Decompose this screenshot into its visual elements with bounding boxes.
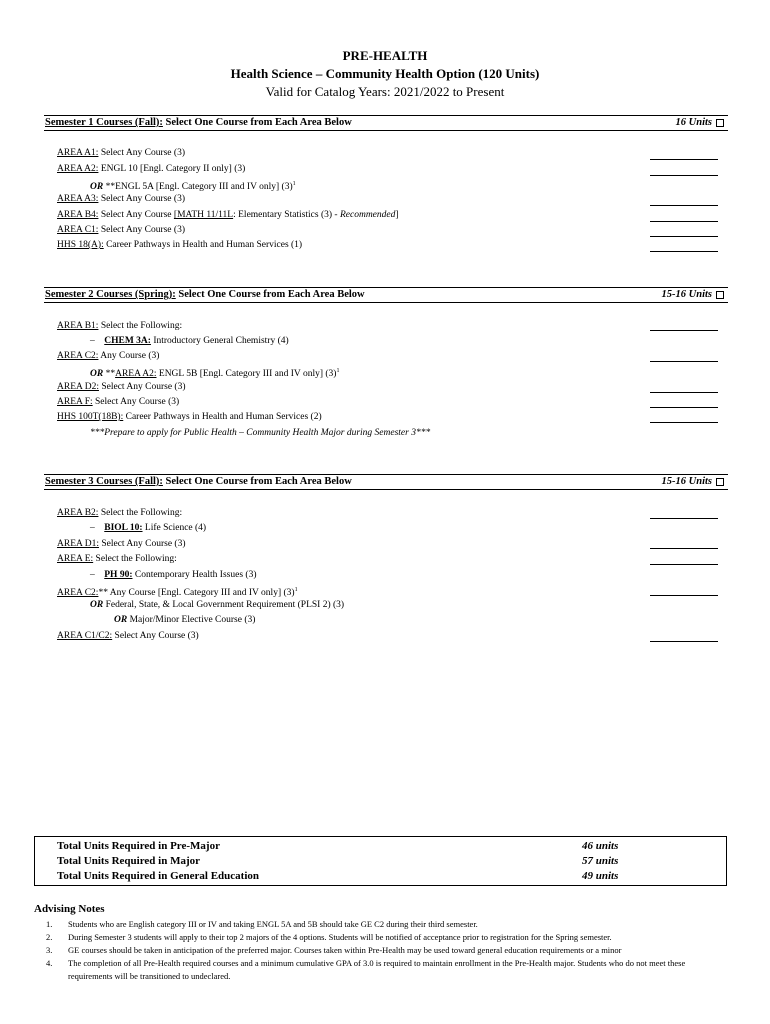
note-number: 1. — [46, 919, 53, 929]
sem2-chem — [90, 335, 289, 348]
or-text: ** — [103, 369, 116, 380]
area-code: AREA C2: — [57, 588, 99, 599]
area-text: Select Any Course (3) — [98, 539, 186, 549]
course-code: BIOL 10: — [104, 523, 143, 533]
sem3-area-e — [57, 553, 177, 566]
area-text: Select Any Course (3) — [92, 397, 180, 407]
blank-line[interactable] — [650, 330, 718, 331]
note-text: The completion of all Pre-Health required courses and a minimum cumulative GPA of 3.0 is required to maintain enrollment in the Pre-Health major. Students who do not meet these requirements will be transitioned to undeclared. — [68, 958, 686, 981]
total-major-label: Total Units Required in Major — [57, 855, 201, 867]
prepare-note: ***Prepare to apply for Public Health – Community Health Major during Semester 3*** — [90, 428, 431, 438]
sem2-area-b1 — [57, 320, 182, 333]
area-text: ** Any Course [Engl. Category III and IV only] (3) — [98, 588, 295, 599]
area-code: AREA D2: — [57, 382, 99, 392]
total-ge-value: 49 units — [582, 870, 619, 882]
area-text: Any Course (3) — [98, 351, 160, 361]
blank-line[interactable] — [650, 518, 718, 519]
blank-line[interactable] — [650, 595, 718, 596]
or-text: ENGL 5B [Engl. Category III and IV only] (3) — [156, 369, 337, 380]
sem3-area-c1c2 — [57, 630, 199, 643]
semester-3-label: Semester 3 Courses (Fall): — [45, 476, 163, 487]
or-text: **ENGL 5A [Engl. Category III and IV only] (3) — [103, 182, 293, 193]
sem3-ph — [90, 569, 256, 582]
area-text: Select Any Course (3) — [98, 225, 185, 235]
advising-heading: Advising Notes — [34, 903, 105, 915]
course-text: Introductory General Chemistry (4) — [150, 336, 289, 346]
blank-line[interactable] — [650, 407, 718, 408]
semester-1-instruction: Select One Course from Each Area Below — [162, 117, 352, 128]
or-label: OR — [90, 369, 104, 380]
blank-line[interactable] — [650, 422, 718, 423]
course-code: CHEM 3A: — [104, 336, 151, 346]
course-code: HHS 18(A): — [57, 240, 104, 250]
area-text: Select Any Course (3) — [98, 148, 185, 158]
sem2-area-c2 — [57, 350, 159, 363]
sem1-hhs — [57, 239, 302, 252]
semester-3-instruction: Select One Course from Each Area Below — [162, 476, 352, 487]
sem3-area-b2 — [57, 507, 182, 520]
checkbox-icon[interactable] — [716, 478, 724, 486]
sem1-area-c1 — [57, 224, 185, 237]
or-label: OR — [90, 600, 104, 610]
area-code: AREA D1: — [57, 539, 99, 549]
total-major-value: 57 units — [582, 855, 619, 867]
course-code: PH 90: — [104, 570, 133, 580]
course-code: HHS 100T(18B): — [57, 412, 124, 422]
program-subtitle: Health Science – Community Health Option (120 Units) — [230, 66, 540, 81]
blank-line[interactable] — [650, 221, 718, 222]
blank-line[interactable] — [650, 564, 718, 565]
area-code: AREA A1: — [57, 148, 99, 158]
dash: – — [90, 570, 95, 580]
sem1-area-b4 — [57, 209, 399, 222]
footnote-ref: 1 — [336, 368, 340, 374]
program-title: PRE-HEALTH — [342, 48, 428, 63]
blank-line[interactable] — [650, 361, 718, 362]
area-code: AREA A2: — [57, 164, 99, 174]
area-text: ENGL 10 [Engl. Category II only] (3) — [98, 164, 246, 174]
total-ge-label: Total Units Required in General Education — [57, 870, 260, 882]
note-number: 3. — [46, 945, 53, 955]
semester-2-instruction: Select One Course from Each Area Below — [175, 289, 365, 300]
area-text: Select the Following: — [93, 554, 177, 564]
dash: – — [90, 523, 95, 533]
total-pre-major-label: Total Units Required in Pre-Major — [57, 840, 220, 852]
sem3-or-elective — [114, 614, 255, 627]
sem2-hhs — [57, 411, 322, 424]
totals-box — [34, 836, 727, 886]
semester-1-units: 16 Units — [675, 117, 712, 128]
semester-2-header — [44, 287, 728, 303]
course-text: Career Pathways in Health and Human Services (2) — [123, 412, 322, 422]
blank-line[interactable] — [650, 205, 718, 206]
sem1-area-a2-or — [90, 178, 296, 194]
or-label: OR — [90, 182, 104, 193]
sem1-area-a1 — [57, 147, 185, 160]
area-text: Select Any Course (3) — [98, 194, 185, 204]
blank-line[interactable] — [650, 251, 718, 252]
semester-3-units: 15-16 Units — [661, 476, 712, 487]
area-text: Select the Following: — [98, 508, 183, 518]
area-code: AREA B1: — [57, 321, 99, 331]
sem2-area-d2 — [57, 381, 186, 394]
note-text: During Semester 3 students will apply to their top 2 majors of the 4 options. Students will be notified of acceptance prior to registration for the Spring semester. — [68, 932, 612, 942]
total-pre-major-value: 46 units — [582, 840, 619, 852]
note-number: 2. — [46, 932, 53, 942]
semester-1-header — [44, 115, 728, 131]
area-text: : Elementary Statistics (3) - — [233, 210, 340, 220]
blank-line[interactable] — [650, 236, 718, 237]
area-code: AREA C2: — [57, 351, 99, 361]
sem3-or-plsi — [90, 599, 344, 612]
semester-1-label: Semester 1 Courses (Fall): — [45, 117, 163, 128]
note-text: Students who are English category III or IV and taking ENGL 5A and 5B should take GE C2 during their third semester. — [68, 919, 478, 929]
course-text: Career Pathways in Health and Human Services (1) — [103, 240, 303, 250]
sem1-area-a3 — [57, 193, 185, 206]
blank-line[interactable] — [650, 175, 718, 176]
checkbox-icon[interactable] — [716, 119, 724, 127]
area-code: AREA A3: — [57, 194, 99, 204]
blank-line[interactable] — [650, 159, 718, 160]
or-label: OR — [114, 615, 128, 625]
note-text: GE courses should be taken in anticipation of the preferred major. Courses taken within Pre-Health may be used toward general education requirements or a minor — [68, 945, 622, 955]
area-code: AREA C1/C2: — [57, 631, 113, 641]
catalog-years: Valid for Catalog Years: 2021/2022 to Present — [265, 84, 505, 99]
blank-line[interactable] — [650, 641, 718, 642]
sem2-area-f — [57, 396, 179, 409]
area-code: AREA C1: — [57, 225, 99, 235]
area-code: AREA E: — [57, 554, 94, 564]
area-code: AREA B4: — [57, 210, 99, 220]
area-text: Select the Following: — [98, 321, 183, 331]
sem3-area-d1 — [57, 538, 186, 551]
sem3-area-c2 — [57, 584, 298, 600]
checkbox-icon[interactable] — [716, 291, 724, 299]
area-text: ] — [395, 210, 399, 220]
sem1-area-a2 — [57, 163, 245, 176]
area-code: AREA B2: — [57, 508, 99, 518]
semester-3-header — [44, 474, 728, 490]
dash: – — [90, 336, 95, 346]
math-link[interactable]: [MATH 11/11L — [173, 210, 234, 220]
blank-line[interactable] — [650, 392, 718, 393]
course-text: Life Science (4) — [142, 523, 207, 533]
note-number: 4. — [46, 958, 53, 968]
or-text: Major/Minor Elective Course (3) — [127, 615, 256, 625]
footnote-ref: 1 — [292, 181, 296, 187]
semester-2-label: Semester 2 Courses (Spring): — [45, 289, 176, 300]
footnote-ref: 1 — [294, 587, 298, 593]
sem2-or-a2 — [90, 365, 339, 381]
course-text: Contemporary Health Issues (3) — [132, 570, 257, 580]
or-text: Federal, State, & Local Government Requirement (PLSI 2) (3) — [103, 600, 345, 610]
area-code: AREA F: — [57, 397, 93, 407]
area-text: Select Any Course — [98, 210, 174, 220]
recommended-label: Recommended — [339, 210, 396, 220]
area-code: AREA A2: — [115, 369, 157, 380]
semester-2-units: 15-16 Units — [661, 289, 712, 300]
sem3-biol — [90, 522, 206, 535]
area-text: Select Any Course (3) — [112, 631, 199, 641]
blank-line[interactable] — [650, 548, 718, 549]
area-text: Select Any Course (3) — [98, 382, 186, 392]
